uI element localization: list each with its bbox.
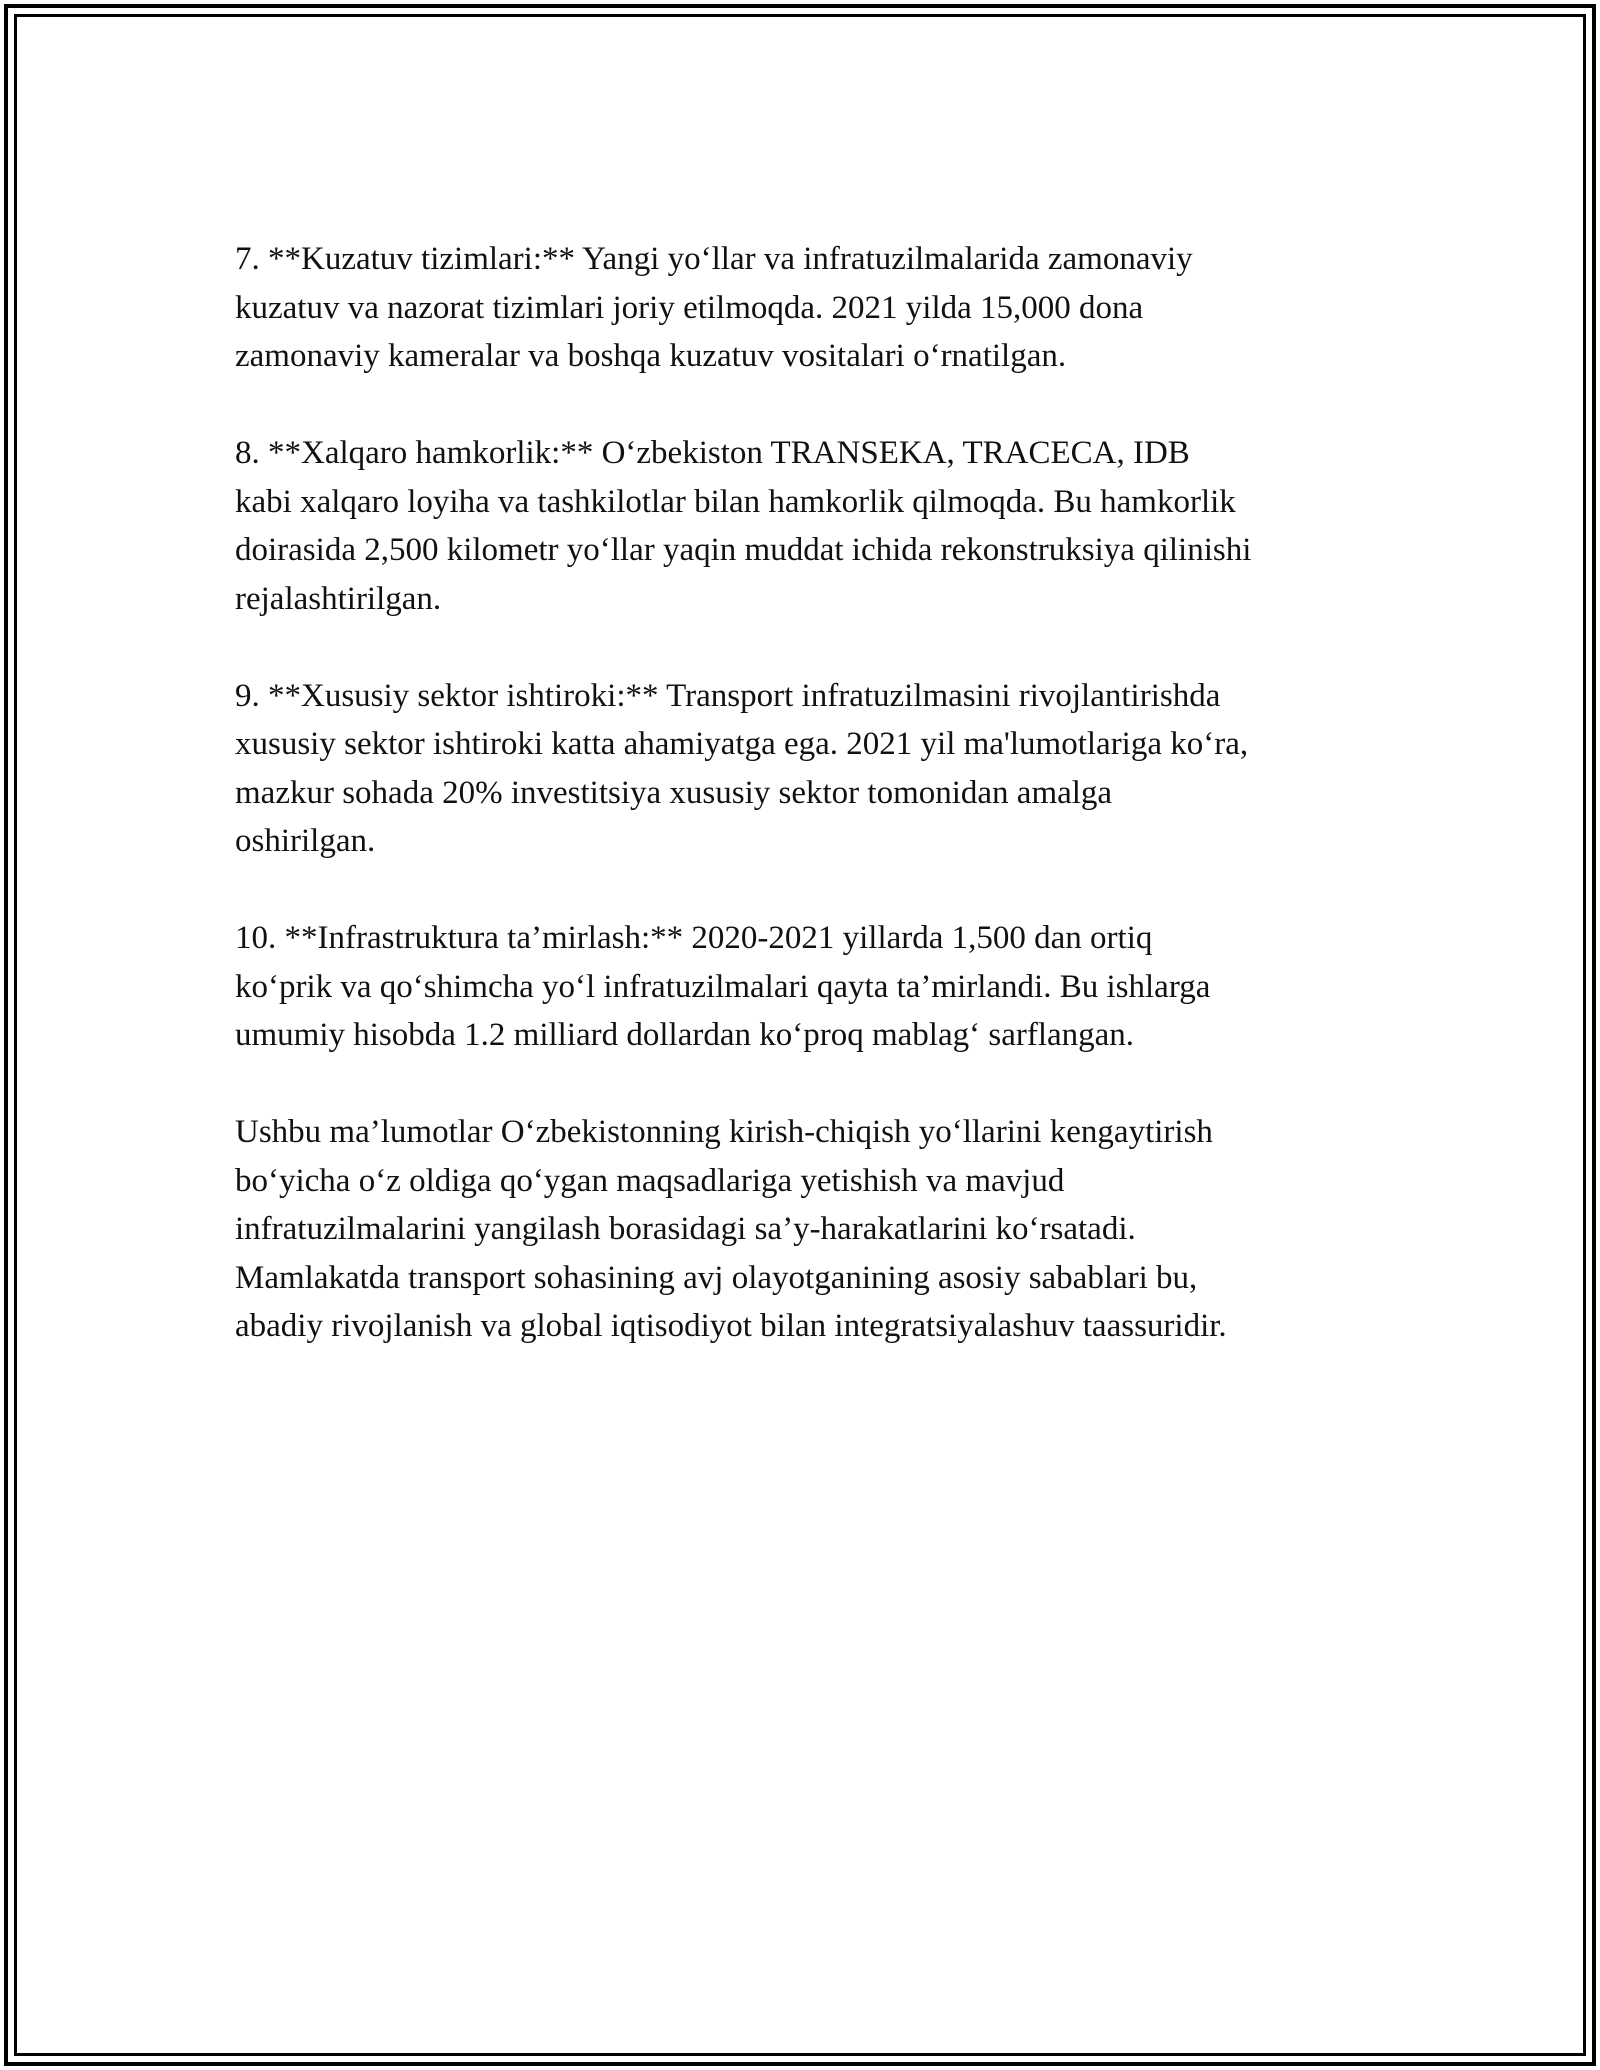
paragraph-kuzatuv-tizimlari: 7. **Kuzatuv tizimlari:** Yangi yo‘llar va infratuzilmalarida zamonaviy kuzatuv va nazorat tizimlari joriy etilmoqda. 2021 yilda 15,000 dona zamonaviy kameralar va boshqa kuzatuv vositalari o‘rnatilgan. [235, 241, 1193, 374]
paragraph-xalqaro-hamkorlik: 8. **Xalqaro hamkorlik:** O‘zbekiston TRANSEKA, TRACECA, IDB kabi xalqaro loyiha va tashkilotlar bilan hamkorlik qilmoqda. Bu hamkorlik doirasida 2,500 kilometr yo‘llar yaqin muddat ichida rekonstruksiya qilinishi rejalashtirilgan. [235, 435, 1252, 617]
paragraph-xususiy-sektor: 9. **Xususiy sektor ishtiroki:** Transport infratuzilmasini rivojlantirishda xususiy sektor ishtiroki katta ahamiyatga ega. 2021 yil ma'lumotlariga ko‘ra, mazkur sohada 20% investitsiya xususiy sektor tomonidan amalga oshirilgan. [235, 677, 1249, 859]
paragraph-infrastruktura-tamirlash: 10. **Infrastruktura ta’mirlash:** 2020-2021 yillarda 1,500 dan ortiq ko‘prik va qo‘shimcha yo‘l infratuzilmalari qayta ta’mirlandi. Bu ishlarga umumiy hisobda 1.2 milliard dollardan ko‘proq mablag‘ sarflangan. [235, 920, 1211, 1053]
document-body [235, 235, 1415, 1399]
paragraph-conclusion: Ushbu ma’lumotlar O‘zbekistonning kirish-chiqish yo‘llarini kengaytirish bo‘yicha o‘z oldiga qo‘ygan maqsadlariga yetishish va mavjud infratuzilmalarini yangilash borasidagi sa’y-harakatlarini ko‘rsatadi. Mamlakatda transport sohasining avj olayotganining asosiy sabablari bu, abadiy rivojlanish va global iqtisodiyot bilan integratsiyalashuv taassuridir. [235, 1114, 1227, 1344]
